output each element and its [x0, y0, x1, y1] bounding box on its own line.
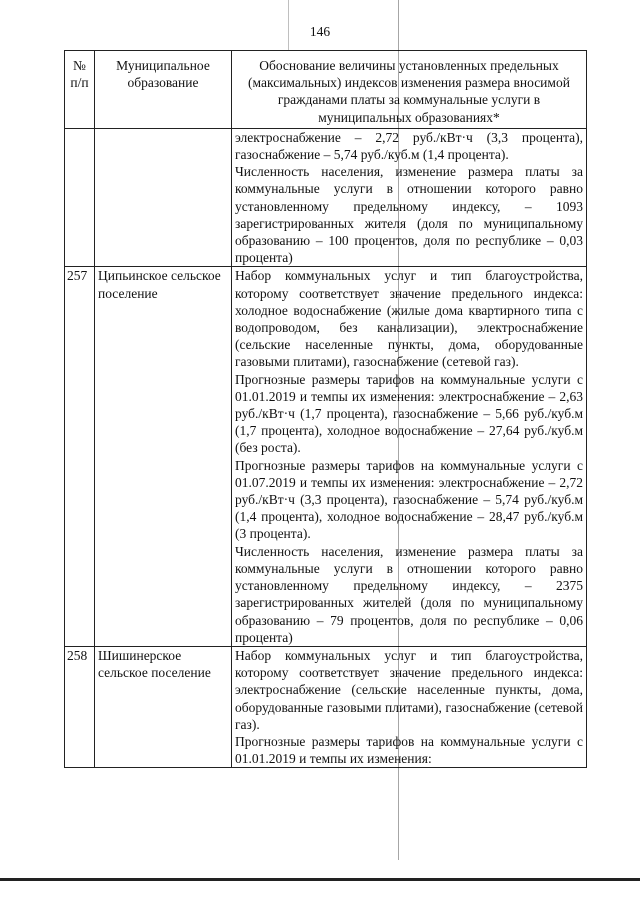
row-municipality: Шишинерское сельское поселение	[95, 646, 232, 767]
row-justification	[232, 646, 587, 767]
row-municipality	[95, 128, 232, 267]
table-row	[65, 267, 587, 646]
row-num: 258	[65, 646, 95, 767]
row-num: 257	[65, 267, 95, 646]
paragraph: Прогнозные размеры тарифов на коммунальные услуги с 01.01.2019 и темпы их изменения:	[235, 733, 583, 767]
row-municipality: Ципьинское сельское поселение	[95, 267, 232, 646]
paragraph: Численность населения, изменение размера платы за коммунальные услуги в отношении которого равно установленному предельному индексу, – 2375 зарегистрированных жителей (доля по муниципальному образованию – 79 процентов, доля по республике – 0,06 процента)	[235, 543, 583, 645]
scan-artifact-line	[398, 0, 399, 860]
scan-bottom-edge	[0, 878, 640, 881]
header-municipality: Муниципальное образование	[95, 51, 232, 129]
page-number: 146	[309, 24, 331, 39]
row-justification	[232, 128, 587, 267]
paragraph: электроснабжение – 2,72 руб./кВт·ч (3,3 процента), газоснабжение – 5,74 руб./куб.м (1,4 процента).	[235, 129, 583, 163]
table-row	[65, 646, 587, 767]
table-row	[65, 128, 587, 267]
paragraph: Набор коммунальных услуг и тип благоустройства, которому соответствует значение предельного индекса: электроснабжение (сельские населенные пункты, дома, оборудованные газовыми плитами), газоснабжение (сетевой газ).	[235, 647, 583, 732]
paragraph: Набор коммунальных услуг и тип благоустройства, которому соответствует значение предельного индекса: холодное водоснабжение (жилые дома квартирного типа с водопроводом, без канализации), электроснабжение (сельские населенные пункты, дома, оборудованные газовыми плитами), газоснабжение (сетевой газ).	[235, 268, 583, 370]
header-justification: Обоснование величины установленных предельных (максимальных) индексов изменения размера вносимой гражданами платы за коммунальные услуги в муниципальных образованиях*	[232, 51, 587, 129]
tariff-table	[64, 50, 587, 768]
table-header-row	[65, 51, 587, 129]
scan-artifact-line	[288, 0, 289, 50]
header-num: № п/п	[65, 51, 95, 129]
paragraph: Прогнозные размеры тарифов на коммунальные услуги с 01.07.2019 и темпы их изменения: электроснабжение – 2,72 руб./кВт·ч (3,3 процента), газоснабжение – 5,74 руб./куб.м (1,4 процента), холодное водоснабжение – 28,47 руб./куб.м (3 процента).	[235, 457, 583, 542]
paragraph: Прогнозные размеры тарифов на коммунальные услуги с 01.01.2019 и темпы их изменения: электроснабжение – 2,63 руб./кВт·ч (1,7 процента), газоснабжение – 5,66 руб./куб.м (1,7 процента), холодное водоснабжение – 27,64 руб./куб.м (без роста).	[235, 371, 583, 456]
paragraph: Численность населения, изменение размера платы за коммунальные услуги в отношении которого равно установленному предельному индексу, – 1093 зарегистрированных жителя (доля по муниципальному образованию – 100 процентов, доля по республике – 0,03 процента)	[235, 164, 583, 266]
row-num	[65, 128, 95, 267]
row-justification	[232, 267, 587, 646]
